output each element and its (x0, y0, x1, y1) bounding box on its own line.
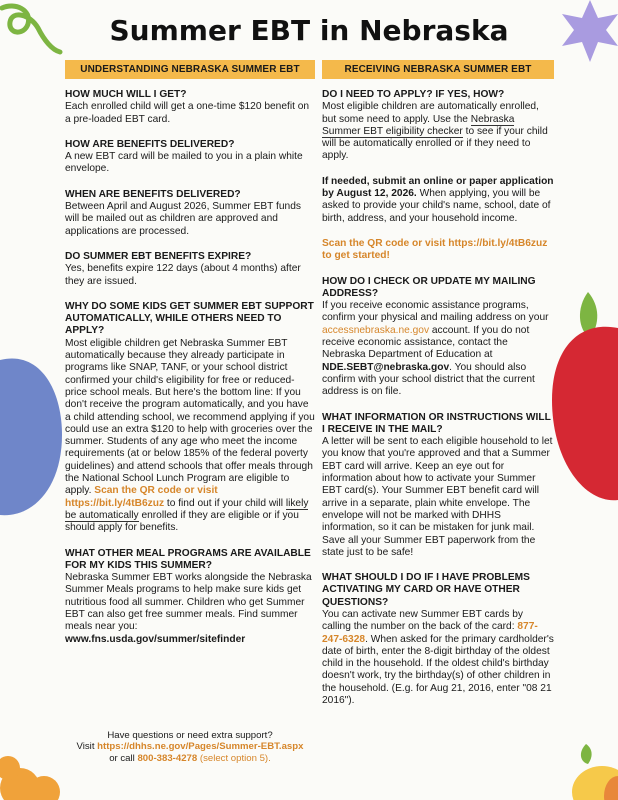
support-phone-link[interactable]: 800-383-4278 (137, 752, 198, 764)
sitefinder-link[interactable]: www.fns.usda.gov/summer/sitefinder (65, 633, 246, 645)
answer-tail-2: enrolled if they are eligible or if you should apply for benefits. (65, 509, 299, 534)
yellow-fruit-decoration (556, 744, 618, 800)
answer-other-meals-text: Nebraska Summer EBT works alongside the Nebraska Summer Meals programs to help make sure kids get nutritious food all summer. Children who get Summer EBT can also get free summer meals. Find summer meals near you: (65, 572, 312, 633)
question-other-meals: WHAT OTHER MEAL PROGRAMS ARE AVAILABLE FOR MY KIDS THIS SUMMER? (65, 547, 311, 571)
answer-why-automatic (65, 338, 315, 535)
right-column (322, 60, 554, 707)
question-mailing-address: HOW DO I CHECK OR UPDATE MY MAILING ADDRESS? (322, 275, 536, 299)
answer-mailing-pre: If you receive economic assistance programs, confirm your physical and mailing address on your (322, 300, 549, 324)
answer-mailing-post: . You should also confirm with your school district that the current address is on file. (322, 361, 535, 398)
footer-call-label: or call (109, 752, 138, 764)
blue-fruit-decoration (0, 350, 64, 520)
footer-question-line: Have questions or need extra support? (107, 730, 273, 741)
left-section-banner: UNDERSTANDING NEBRASKA SUMMER EBT (65, 60, 315, 79)
question-expire: DO SUMMER EBT BENEFITS EXPIRE? (65, 250, 252, 262)
deadline-text: If needed, submit an online or paper application by August 12, 2026. (322, 175, 554, 200)
answer-activating-post: . When asked for the primary cardholder's date of birth, enter the 8-digit birthday of the oldest child in the household. If the oldest child's birthday doesn't work, try the birthday(s) of other children in the household. (E.g. for Aug 21, 2016, enter "08 21 2016"). (322, 633, 554, 707)
answer-tail-1: to find out if your child will (166, 497, 286, 509)
nde-email-link[interactable]: NDE.SEBT@nebraska.gov (322, 361, 450, 373)
question-mail-info: WHAT INFORMATION OR INSTRUCTIONS WILL I RECEIVE IN THE MAIL? (322, 411, 551, 435)
answer-need-apply-pre: Most eligible children are automatically enrolled, but some need to apply. Use the (322, 101, 539, 125)
answer-need-apply (322, 101, 554, 162)
answer-how-delivered: A new EBT card will be mailed to you in a plain white envelope. (65, 151, 303, 175)
answer-mail-info: A letter will be sent to each eligible household to let you know that you're approved and that a Summer EBT card will arrive. Keep an eye out for information about how to activate your Summer EBT card(s). Your Summer EBT benefit card will arrive in a separate, plain white envelope. The envelope will not be marked with DHHS information, so it can be mistaken for junk mail. Save all your Summer EBT paperwork from the state just to be safe! (322, 436, 553, 558)
left-column (65, 60, 315, 646)
apple-decoration (548, 290, 618, 510)
answer-other-meals (65, 572, 315, 646)
answer-need-apply-post: to see if your child will be automatically enrolled or if they need to apply. (322, 125, 548, 162)
footer-visit-label: Visit (76, 741, 98, 753)
answer-mailing-mid: account. If you do not receive economic assistance, contact the Nebraska Department of Education at (322, 324, 530, 361)
orange-flower-decoration (0, 748, 70, 800)
question-how-delivered: HOW ARE BENEFITS DELIVERED? (65, 138, 235, 150)
footer-contact-line (65, 741, 315, 764)
dhhs-website-link[interactable]: https://dhhs.ne.gov/Pages/Summer-EBT.aspx (97, 741, 304, 753)
get-started-cta-link[interactable]: Scan the QR code or visit https://bit.ly/4tB6zuz to get started! (322, 237, 548, 262)
answer-why-automatic-text: Most eligible children get Nebraska Summer EBT automatically because they already participate in programs like SNAP, TANF, or your school district confirmed your child's eligibility for free or reduced-price school meals. But here's the bottom line: If you don't receive the program automatically, and you have a child attending school, we recommend applying if you could use an extra $120 to help with groceries over the summer. Students of any age who meet the income requirements (at or below 185% of the federal poverty guidelines) and attend schools that offer meals through the National School Lunch Program are eligible to apply. (65, 337, 315, 497)
eligibility-checker-link[interactable]: Nebraska Summer EBT eligibility checker (322, 113, 515, 137)
activation-phone-link[interactable]: 877-247-6328 (322, 621, 538, 645)
right-section-banner: RECEIVING NEBRASKA SUMMER EBT (322, 60, 554, 79)
answer-problems-activating (322, 609, 554, 707)
answer-how-much: Each enrolled child will get a one-time $120 benefit on a pre-loaded EBT card. (65, 101, 310, 125)
answer-expire: Yes, benefits expire 122 days (about 4 months) after they are issued. (65, 263, 301, 287)
qr-cta-link[interactable]: Scan the QR code or visit https://bit.ly/4tB6zuz (65, 485, 218, 509)
deadline-details: When applying, you will be asked to provide your child's name, school, date of birth, address, and your household income. (322, 188, 551, 224)
answer-mailing-address (322, 300, 554, 398)
likely-automatic-text: likely be automatically (65, 497, 309, 521)
question-when-delivered: WHEN ARE BENEFITS DELIVERED? (65, 188, 241, 200)
page-title: Summer EBT in Nebraska (109, 14, 509, 47)
question-how-much: HOW MUCH WILL I GET? (65, 89, 187, 100)
footer-option-text: (select option 5). (197, 752, 271, 764)
accessnebraska-link[interactable]: accessnebraska.ne.gov (322, 324, 430, 336)
question-problems-activating: WHAT SHOULD I DO IF I HAVE PROBLEMS ACTIVATING MY CARD OR HAVE OTHER QUESTIONS? (322, 572, 530, 608)
deadline-paragraph (322, 176, 554, 225)
answer-when-delivered: Between April and August 2026, Summer EBT funds will be mailed out as children are approved and applications are processed. (65, 201, 301, 237)
answer-activating-pre: You can activate new Summer EBT cards by calling the number on the back of the card: (322, 608, 524, 633)
footer (65, 730, 315, 764)
question-need-apply: DO I NEED TO APPLY? IF YES, HOW? (322, 89, 505, 100)
question-why-automatic: WHY DO SOME KIDS GET SUMMER EBT SUPPORT AUTOMATICALLY, WHILE OTHERS NEED TO APPLY? (65, 300, 314, 337)
